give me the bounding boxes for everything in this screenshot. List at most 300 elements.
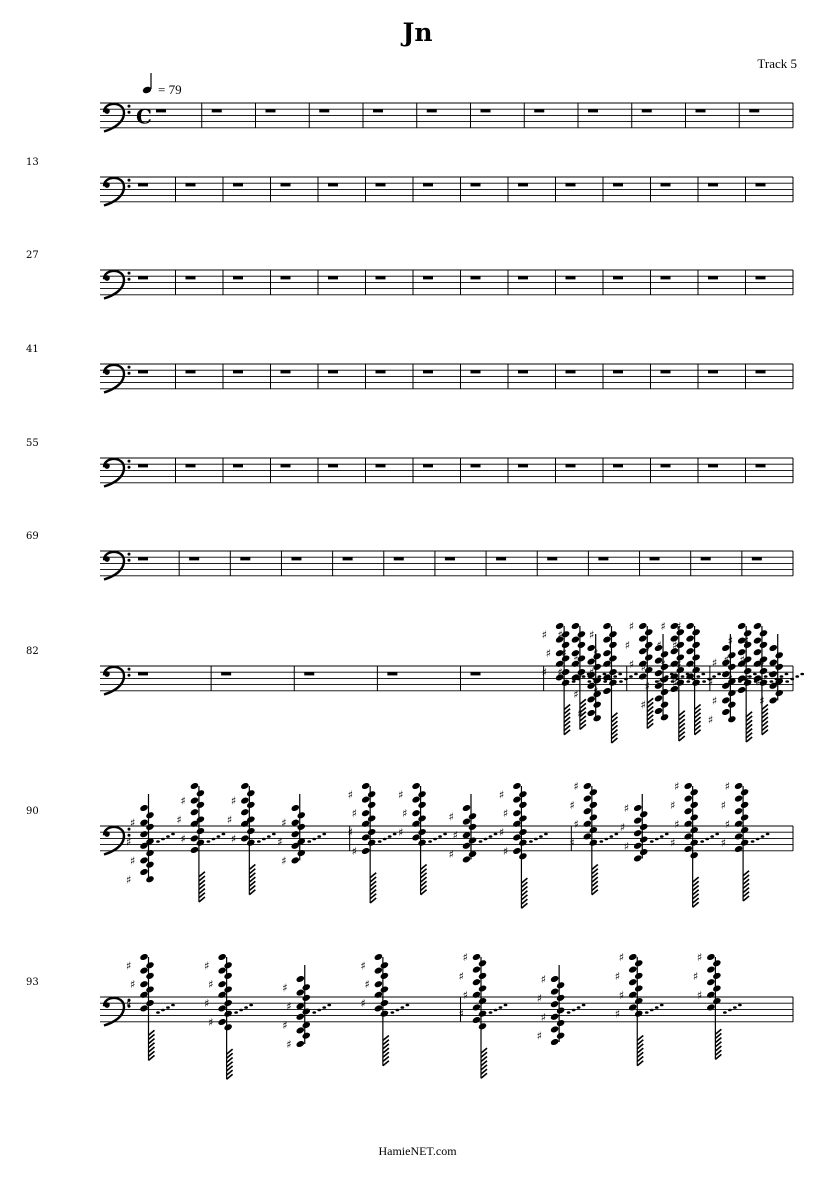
note-head <box>633 854 643 862</box>
note-head <box>190 782 200 790</box>
note-head <box>706 965 716 973</box>
grace-note <box>244 1006 248 1009</box>
note-head <box>361 809 371 817</box>
sharp-sign: ♯ <box>674 817 680 831</box>
sharp-sign: ♯ <box>618 988 625 1002</box>
note-head <box>139 953 149 961</box>
note-head <box>633 816 643 824</box>
whole-rest <box>281 276 291 279</box>
sharp-sign: ♯ <box>628 657 635 671</box>
bass-clef-dot-main <box>104 275 110 281</box>
score-title: Jn <box>402 18 433 47</box>
note-head <box>586 709 596 717</box>
staff-system-9 <box>26 951 793 1079</box>
note-head <box>628 1003 638 1011</box>
sharp-sign: ♯ <box>672 676 678 690</box>
bass-clef-dot-main <box>104 369 110 375</box>
chord <box>449 794 498 864</box>
sharp-sign: ♯ <box>557 666 563 680</box>
note-head <box>139 980 149 988</box>
whole-rest <box>534 109 544 112</box>
grace-note <box>395 1009 399 1012</box>
grace-note <box>529 840 533 843</box>
grace-note <box>479 840 483 843</box>
whole-rest <box>481 109 491 112</box>
grace-note <box>383 838 387 841</box>
grace-note <box>539 835 543 838</box>
sharp-sign: ♯ <box>674 780 680 793</box>
grace-note <box>534 838 538 841</box>
grace-note <box>795 675 799 678</box>
note-head <box>639 810 649 818</box>
sharp-sign: ♯ <box>724 817 730 831</box>
note-head <box>691 641 701 649</box>
note-head <box>196 789 206 797</box>
note-head <box>246 827 256 835</box>
bass-clef-dot-main <box>104 182 110 188</box>
note-head <box>634 984 644 992</box>
note-head <box>753 648 763 656</box>
sharp-sign: ♯ <box>286 1038 292 1051</box>
note-head <box>712 959 722 967</box>
note-head <box>478 959 488 967</box>
note-head <box>512 782 522 790</box>
grace-note <box>572 1009 576 1012</box>
grace-note <box>790 678 794 681</box>
staff-system-5 <box>26 438 793 487</box>
whole-rest <box>138 370 148 373</box>
note-head <box>295 1040 305 1048</box>
grace-note <box>717 673 721 676</box>
whole-rest <box>708 276 718 279</box>
whole-rest <box>613 183 623 186</box>
grace-note <box>624 678 628 681</box>
chord <box>672 620 721 735</box>
sharp-sign: ♯ <box>755 675 761 689</box>
grace-note <box>322 833 326 836</box>
sharp-sign: ♯ <box>676 620 682 633</box>
sharp-sign: ♯ <box>536 991 542 1005</box>
staff-system-7 <box>26 620 804 743</box>
grace-note <box>161 1009 165 1012</box>
whole-rest <box>566 370 576 373</box>
whole-rest <box>240 557 250 560</box>
whole-rest <box>186 183 196 186</box>
note-head <box>295 975 305 983</box>
whole-rest <box>291 557 301 560</box>
grace-note <box>696 675 700 678</box>
note-head <box>290 856 300 864</box>
sharp-sign: ♯ <box>640 698 646 712</box>
note-head <box>706 1003 716 1011</box>
sharp-sign: ♯ <box>573 817 579 831</box>
note-head <box>608 641 618 649</box>
note-head <box>634 959 644 967</box>
grace-note <box>504 1004 508 1007</box>
whole-rest <box>471 464 481 467</box>
whole-rest <box>423 464 433 467</box>
sharp-sign: ♯ <box>628 620 635 633</box>
bass-clef-dot-lower <box>128 111 131 114</box>
grace-note <box>405 1004 409 1007</box>
note-head <box>774 689 784 697</box>
bass-clef-dot-upper <box>128 105 131 108</box>
grace-note <box>764 675 768 678</box>
bass-clef-dot-main <box>104 108 110 114</box>
sharp-sign: ♯ <box>347 788 353 802</box>
note-head <box>683 782 693 790</box>
note-head <box>583 794 593 802</box>
grace-note <box>599 840 603 843</box>
note-head <box>602 622 612 630</box>
staff-system-1 <box>100 103 793 132</box>
measure-number: 90 <box>26 806 39 817</box>
note-head <box>589 788 599 796</box>
sharp-sign: ♯ <box>398 788 404 802</box>
grace-note <box>207 840 211 843</box>
whole-rest <box>221 672 231 675</box>
note-head <box>628 991 638 999</box>
sharp-sign: ♯ <box>557 628 563 642</box>
note-head <box>223 1023 233 1031</box>
whole-rest <box>156 109 166 112</box>
whole-rest <box>138 672 148 675</box>
whole-rest <box>588 109 598 112</box>
grace-note <box>484 838 488 841</box>
note-head <box>145 849 155 857</box>
grace-note <box>317 1009 321 1012</box>
note-head <box>240 782 250 790</box>
note-head <box>706 953 716 961</box>
grace-note <box>582 1004 586 1007</box>
grace-note <box>234 1011 238 1014</box>
sharp-sign: ♯ <box>743 634 749 648</box>
bass-clef-dot-upper <box>128 366 131 369</box>
sharp-sign: ♯ <box>739 653 745 667</box>
bass-clef-dot-upper <box>128 553 131 556</box>
sharp-sign: ♯ <box>130 978 136 992</box>
note-head <box>734 782 744 790</box>
whole-rest <box>423 183 433 186</box>
whole-rest <box>376 370 386 373</box>
sharp-sign: ♯ <box>458 1007 464 1021</box>
grace-note <box>613 675 617 678</box>
grace-note <box>166 1006 170 1009</box>
note-head <box>727 689 737 697</box>
grace-note <box>166 835 170 838</box>
note-head <box>689 826 699 834</box>
whole-rest <box>518 464 528 467</box>
note-head <box>472 965 482 973</box>
grace-note <box>171 833 175 836</box>
sharp-sign: ♯ <box>226 813 233 827</box>
sharp-sign: ♯ <box>727 634 733 648</box>
chord <box>537 965 586 1046</box>
bass-clef-dot-lower <box>128 466 131 469</box>
sharp-sign: ♯ <box>281 854 287 868</box>
note-head <box>512 809 522 817</box>
sharp-sign: ♯ <box>448 848 454 862</box>
note-head <box>689 788 699 796</box>
note-head <box>740 838 750 846</box>
sharp-sign: ♯ <box>672 638 678 652</box>
sharp-sign: ♯ <box>573 688 579 702</box>
note-head <box>721 708 731 716</box>
whole-rest <box>471 276 481 279</box>
grace-note <box>705 838 709 841</box>
note-head <box>691 666 701 674</box>
bass-clef-dot-main <box>104 463 110 469</box>
note-head <box>217 1018 227 1026</box>
note-head <box>472 991 482 999</box>
sharp-sign: ♯ <box>573 650 579 664</box>
grace-note <box>312 838 316 841</box>
sharp-sign: ♯ <box>347 826 353 840</box>
grace-note <box>738 1004 742 1007</box>
grace-note <box>614 833 618 836</box>
whole-rest <box>661 183 671 186</box>
whole-rest <box>701 557 711 560</box>
grace-note <box>660 835 664 838</box>
grace-note <box>756 838 760 841</box>
whole-rest <box>328 370 338 373</box>
grace-note <box>544 833 548 836</box>
note-head <box>196 827 206 835</box>
note-head <box>689 851 699 859</box>
bass-clef-dot-lower <box>128 185 131 188</box>
sharp-sign: ♯ <box>723 653 729 667</box>
sharp-sign: ♯ <box>588 628 595 642</box>
sharp-sign: ♯ <box>696 988 703 1002</box>
sharp-sign: ♯ <box>398 826 404 840</box>
grace-note <box>307 840 311 843</box>
sharp-sign: ♯ <box>130 816 136 830</box>
note-head <box>712 997 722 1005</box>
sharp-sign: ♯ <box>208 978 214 992</box>
note-head <box>301 1031 311 1039</box>
sharp-sign: ♯ <box>286 1000 292 1014</box>
sharp-sign: ♯ <box>592 647 599 661</box>
whole-rest <box>598 557 608 560</box>
measure-number: 13 <box>26 157 39 168</box>
sharp-sign: ♯ <box>707 713 714 727</box>
sharp-sign: ♯ <box>561 647 567 661</box>
whole-rest <box>661 464 671 467</box>
grace-note <box>217 835 221 838</box>
sharp-sign: ♯ <box>623 839 630 853</box>
note-head <box>380 1009 390 1017</box>
note-head <box>734 845 744 853</box>
whole-rest <box>138 557 148 560</box>
sharp-sign: ♯ <box>720 836 726 850</box>
grace-note <box>733 1006 737 1009</box>
chord <box>615 951 664 1066</box>
chord <box>693 951 742 1059</box>
note-head <box>583 820 593 828</box>
staff-system-6 <box>26 531 793 580</box>
whole-rest <box>445 557 455 560</box>
grace-note <box>249 1004 253 1007</box>
note-head <box>691 653 701 661</box>
sharp-sign: ♯ <box>448 810 454 824</box>
note-head <box>411 782 421 790</box>
staff-system-4 <box>26 344 793 393</box>
grace-note <box>312 1011 316 1014</box>
note-head <box>367 838 377 846</box>
note-head <box>367 801 377 809</box>
sharp-sign: ♯ <box>592 685 599 698</box>
whole-rest <box>696 109 706 112</box>
sharp-sign: ♯ <box>623 802 630 815</box>
whole-rest <box>756 276 766 279</box>
sharp-sign: ♯ <box>462 951 468 964</box>
grace-note <box>785 673 789 676</box>
sharp-sign: ♯ <box>588 666 595 680</box>
sharp-sign: ♯ <box>126 873 132 887</box>
note-head <box>628 953 638 961</box>
note-head <box>734 794 744 802</box>
note-head <box>689 838 699 846</box>
grace-note <box>770 680 774 683</box>
note-head <box>768 644 778 652</box>
whole-rest <box>186 464 196 467</box>
whole-rest <box>138 183 148 186</box>
whole-rest <box>328 183 338 186</box>
note-head <box>685 660 695 668</box>
sharp-sign: ♯ <box>230 832 237 846</box>
grace-note <box>634 673 638 676</box>
sharp-sign: ♯ <box>282 1019 288 1033</box>
bass-clef-dot-main <box>104 556 110 562</box>
whole-rest <box>233 370 243 373</box>
note-head <box>190 846 200 854</box>
bass-clef-dot-lower <box>128 278 131 281</box>
note-head <box>374 980 384 988</box>
chord <box>620 794 669 863</box>
note-head <box>683 832 693 840</box>
grace-note <box>577 1006 581 1009</box>
note-head <box>628 978 638 986</box>
bass-clef-dot-main <box>104 831 110 837</box>
whole-rest <box>708 464 718 467</box>
sharp-sign: ♯ <box>743 672 749 686</box>
note-head <box>706 991 716 999</box>
note-head <box>602 649 612 657</box>
chord <box>126 794 175 886</box>
sharp-sign: ♯ <box>670 836 676 850</box>
note-head <box>712 984 722 992</box>
chord <box>670 780 719 907</box>
grace-note <box>650 1009 654 1012</box>
sharp-sign: ♯ <box>540 973 546 986</box>
grace-note <box>171 1004 175 1007</box>
sharp-sign: ♯ <box>660 657 666 671</box>
sharp-sign: ♯ <box>577 669 583 683</box>
grace-note <box>761 835 765 838</box>
whole-rest <box>708 183 718 186</box>
note-head <box>223 1009 233 1017</box>
note-head <box>689 801 699 809</box>
sharp-sign: ♯ <box>204 997 210 1011</box>
note-head <box>550 1025 560 1033</box>
bass-clef-dot-lower <box>128 372 131 375</box>
note-head <box>740 813 750 821</box>
grace-note <box>681 675 685 678</box>
sharp-sign: ♯ <box>282 981 288 995</box>
whole-rest <box>756 464 766 467</box>
chord <box>721 780 770 901</box>
whole-rest <box>189 557 199 560</box>
grace-note <box>388 835 392 838</box>
note-head <box>589 801 599 809</box>
sharp-sign: ♯ <box>711 694 718 708</box>
measure-number: 82 <box>26 646 39 657</box>
sharp-sign: ♯ <box>126 997 132 1011</box>
sharp-sign: ♯ <box>670 798 676 812</box>
sharp-sign: ♯ <box>452 829 458 843</box>
whole-rest <box>233 183 243 186</box>
note-head <box>740 801 750 809</box>
grace-note <box>443 833 447 836</box>
chord <box>641 634 690 722</box>
note-head <box>361 782 371 790</box>
note-head <box>380 972 390 980</box>
footer-credit: HamieNET.com <box>378 1144 457 1158</box>
sharp-sign: ♯ <box>759 694 765 708</box>
grace-note <box>572 680 576 683</box>
sharp-sign: ♯ <box>458 969 464 983</box>
note-head <box>638 622 648 630</box>
note-head <box>712 972 722 980</box>
note-head <box>577 641 587 649</box>
bass-clef-dot-upper <box>128 668 131 671</box>
note-head <box>145 811 155 819</box>
sharp-sign: ♯ <box>536 1029 542 1043</box>
sharp-sign: ♯ <box>208 1016 214 1029</box>
sharp-sign: ♯ <box>577 707 583 720</box>
sharp-sign: ♯ <box>759 656 765 670</box>
grace-note <box>212 838 216 841</box>
note-head <box>737 686 747 694</box>
measure-number: 69 <box>26 531 39 542</box>
sharp-sign: ♯ <box>618 951 625 964</box>
sharp-sign: ♯ <box>656 676 662 690</box>
note-head <box>660 713 670 721</box>
grace-note <box>317 835 321 838</box>
tempo-mark <box>142 73 182 97</box>
grace-note <box>267 835 271 838</box>
sharp-sign: ♯ <box>727 672 733 686</box>
sharp-sign: ♯ <box>614 969 621 983</box>
sharp-sign: ♯ <box>676 657 682 671</box>
sharp-sign: ♯ <box>180 794 186 808</box>
grace-note <box>390 1011 394 1014</box>
note-head <box>683 807 693 815</box>
note-head <box>411 809 421 817</box>
grace-note <box>494 1009 498 1012</box>
grace-note <box>618 673 622 676</box>
staff-system-3 <box>26 250 793 299</box>
sharp-sign: ♯ <box>462 988 468 1002</box>
sharp-sign: ♯ <box>180 832 186 846</box>
note-head <box>634 1009 644 1017</box>
note-head <box>478 997 488 1005</box>
grace-note <box>800 673 804 676</box>
note-head <box>556 1006 566 1014</box>
sharp-sign: ♯ <box>126 835 132 849</box>
note-head <box>518 801 528 809</box>
whole-rest <box>661 370 671 373</box>
